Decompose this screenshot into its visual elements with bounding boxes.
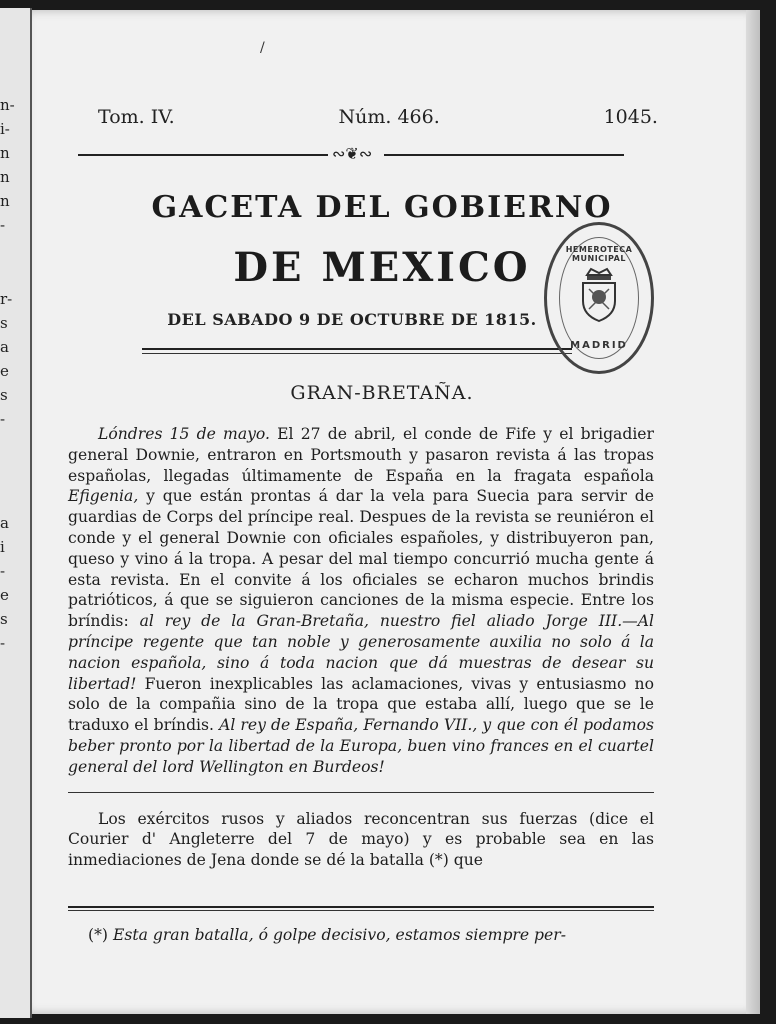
article-body — [68, 424, 654, 871]
issue-number: Núm. 466. — [338, 106, 440, 128]
footnote-rule — [68, 906, 654, 908]
stamp-top-text: HEMEROTECA MUNICIPAL — [565, 245, 633, 263]
left-page-fragment: i — [0, 538, 5, 556]
issue-date: DEL SABADO 9 DE OCTUBRE DE 1815. — [167, 310, 537, 329]
masthead-title-line2: DE MEXICO — [233, 244, 531, 291]
left-page-fragment: - — [0, 634, 6, 652]
library-stamp — [544, 222, 654, 374]
left-page-fragment: i- — [0, 120, 10, 138]
left-page-fragment: - — [0, 216, 6, 234]
footnote-rule-thin — [68, 910, 654, 911]
volume-number: Tom. IV. — [98, 106, 175, 128]
article-paragraph-2: Los exércitos rusos y aliados reconcentran sus fuerzas (dice el Courier d' Angleterre del 7 de mayo) y es probable sea en las inmediaciones de Jena donde se dé la batalla (*) que — [68, 809, 654, 870]
newspaper-page — [32, 10, 760, 1014]
article-paragraph-1: Lóndres 15 de mayo. El 27 de abril, el conde de Fife y el brigadier general Downie, entraron en Portsmouth y pasaron revista á las tropas españolas, llegadas últimamente de España en la fragata española Efigenia, y que están prontas á dar la vela para Suecia para servir de guardias de Corps del príncipe real. Despues de la revista se reuniéron el conde y el general Downie con oficiales españoles, y distribuyeron pan, queso y vino á la tropa. A pesar del mal tiempo concurrió mucha gente á esta revista. En el convite á los oficiales se echaron muchos brindis patrióticos, á que se siguieron canciones de la misma especie. Entre los bríndis: al rey de la Gran-Bretaña, nuestro fiel aliado Jorge III.—Al príncipe regente que tan noble y generosamente auxilia no solo á la nacion española, sino á toda nacion que dá muestras de desear su libertad! Fueron inexplicables las aclamaciones, vivas y entusiasmo no solo de la compañia sino de la tropa que estaba allí, luego que se le traduxo el bríndis. Al rey de España, Fernando VII., y que con él podamos beber pronto por la libertad de la Europa, buen vino frances en el cuartel general del lord Wellington en Burdeos! — [68, 425, 654, 776]
left-page-fragment: n- — [0, 96, 15, 114]
left-page-fragment: a — [0, 514, 9, 532]
page-header — [98, 106, 658, 128]
footnote — [88, 926, 654, 944]
stamp-bottom-text: MADRID — [570, 340, 628, 351]
left-page-fragment: s — [0, 386, 8, 404]
left-page-fragment: n — [0, 192, 10, 210]
page-edge-shadow — [746, 10, 760, 1014]
left-page-fragment: - — [0, 410, 6, 428]
left-page-fragment: s — [0, 314, 8, 332]
left-page-fragment: n — [0, 168, 10, 186]
crest-icon — [577, 267, 621, 323]
left-page-fragment: s — [0, 610, 8, 628]
header-rule-left — [78, 154, 328, 156]
masthead-title-line1: GACETA DEL GOBIERNO — [151, 190, 613, 225]
left-page-fragment: r- — [0, 290, 13, 308]
page-number: 1045. — [603, 106, 658, 128]
left-page-fragment: n — [0, 144, 10, 162]
left-page-fragment: - — [0, 562, 6, 580]
masthead-rule — [142, 348, 572, 350]
article-dateline: Lóndres 15 de mayo. — [98, 425, 270, 443]
footnote-text: Esta gran batalla, ó golpe decisivo, estamos siempre per- — [112, 926, 566, 944]
left-page-edge — [0, 8, 32, 1018]
article-divider — [68, 792, 654, 793]
left-page-fragment: e — [0, 362, 9, 380]
left-page-fragment: e — [0, 586, 9, 604]
header-ornament: ∾❦∾ — [332, 144, 373, 163]
section-heading: GRAN-BRETAÑA. — [290, 382, 474, 404]
left-page-fragment: a — [0, 338, 9, 356]
masthead-rule-thin — [142, 353, 572, 354]
header-rule-right — [384, 154, 624, 156]
footnote-marker: (*) — [88, 926, 108, 944]
ink-mark: / — [260, 40, 265, 56]
